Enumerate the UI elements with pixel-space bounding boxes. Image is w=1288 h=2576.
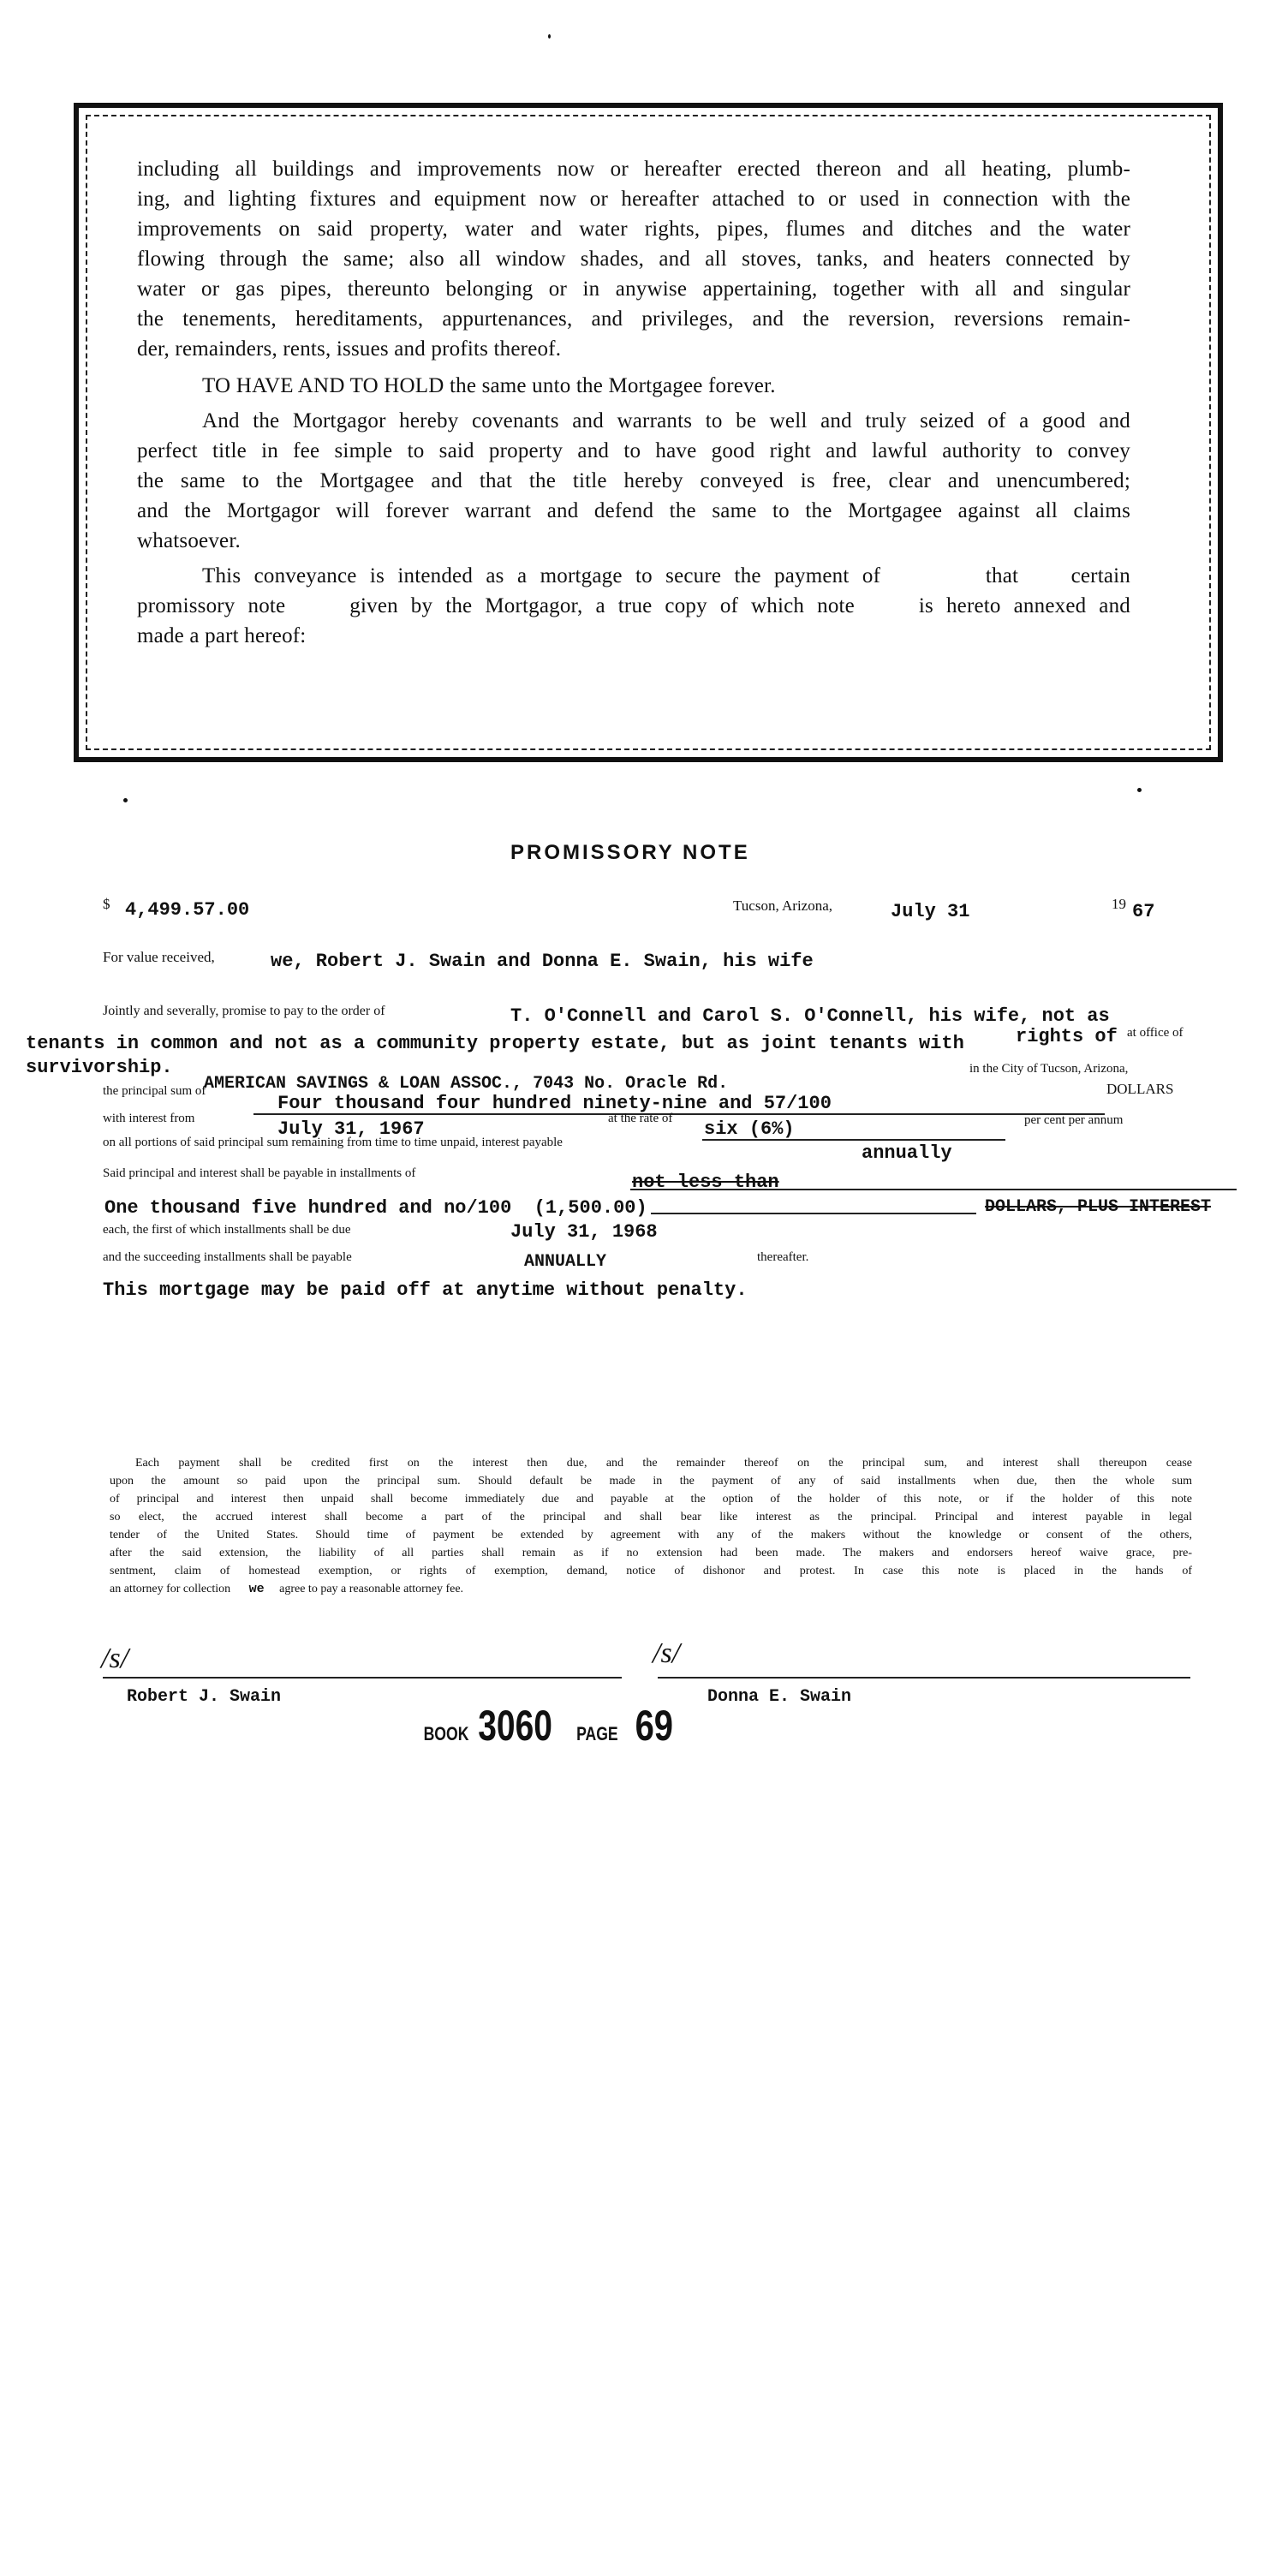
thereafter-label: thereafter.	[757, 1250, 809, 1264]
covenant-line: perfect title in fee simple to said property and to have good right and lawful authority to convey	[137, 439, 1130, 462]
scan-speck	[123, 798, 128, 802]
mortgage-line: ing, and lighting fixtures and equipment now or hereafter attached to or used in connection with the	[137, 188, 1130, 211]
note-place: Tucson, Arizona,	[733, 897, 833, 914]
per-annum-label: per cent per annum	[1024, 1113, 1124, 1127]
portions-label: on all portions of said principal sum remaining from time to time unpaid, interest payable	[103, 1136, 563, 1149]
installment-dollars: DOLLARS, PLUS INTEREST	[985, 1197, 1212, 1217]
signature-mark-2: /s/	[653, 1637, 681, 1669]
terms-line: so elect, the accrued interest shall become a part of the principal and shall bear like interest as the principal. Principal and interest payable in legal	[110, 1511, 1192, 1524]
dollar-sign: $	[103, 896, 110, 912]
installments-line	[630, 1189, 1237, 1190]
interest-payable-frequency: annually	[862, 1142, 952, 1164]
covenant-line: the same to the Mortgagee and that the title hereby conveyed is free, clear and unencumbered;	[137, 469, 1130, 492]
installments-struck-text: not less than	[632, 1172, 779, 1193]
dollars-label: DOLLARS	[1106, 1081, 1174, 1097]
covenant-line: whatsoever.	[137, 529, 241, 552]
succeeding-label: and the succeeding installments shall be payable	[103, 1250, 352, 1264]
first-due-label: each, the first of which installments shall be due	[103, 1223, 351, 1237]
city-label: in the City of Tucson, Arizona,	[969, 1062, 1129, 1076]
conveyance-line: promissory note given by the Mortgagor, a true copy of which note is hereto annexed and	[137, 594, 1130, 617]
jointly-label: Jointly and severally, promise to pay to the order of	[103, 1004, 385, 1018]
page-number: 69	[635, 1702, 674, 1750]
installment-amount-line	[651, 1213, 976, 1214]
interest-from-label: with interest from	[103, 1112, 195, 1125]
note-title: PROMISSORY NOTE	[510, 841, 750, 864]
covenant-line: And the Mortgagor hereby covenants and warrants to be well and truly seized of a good and	[202, 409, 1130, 432]
note-year: 67	[1132, 901, 1155, 922]
makers-names: we, Robert J. Swain and Donna E. Swain, his wife	[271, 951, 814, 972]
mortgage-line: the tenements, hereditaments, appurtenances, and privileges, and the reversion, reversions remain-	[137, 307, 1130, 331]
survivorship-text: survivorship.	[26, 1057, 173, 1078]
terms-line: tender of the United States. Should time of payment be extended by agreement with any of the makers without the knowledge or consent of the others,	[110, 1529, 1192, 1541]
mortgage-line: flowing through the same; also all window shades, and all stoves, tanks, and heaters connected by	[137, 247, 1130, 271]
terms-line: after the said extension, the liability of all parties shall remain as if no extension had been made. The makers and endorsers hereof waive grace, pre-	[110, 1547, 1192, 1559]
rate-line	[702, 1139, 1005, 1141]
signer-name-2: Donna E. Swain	[707, 1687, 852, 1707]
mortgage-line: der, remainders, rents, issues and profits thereof.	[137, 337, 562, 361]
habendum-clause: TO HAVE AND TO HOLD the same unto the Mortgagee forever.	[202, 374, 776, 397]
value-received-label: For value received,	[103, 949, 215, 965]
note-terms	[110, 1454, 1192, 1598]
mortgage-line: including all buildings and improvements now or hereafter erected thereon and all heating, plumb-	[137, 158, 1130, 181]
terms-line: upon the amount so paid upon the principal sum. Should default be made in the payment of any of said installments when due, then the whole sum	[110, 1475, 1192, 1488]
year-prefix: 19	[1112, 896, 1126, 912]
note-amount: 4,499.57.00	[125, 899, 250, 921]
record-stamp	[418, 1701, 678, 1750]
book-number: 3060	[478, 1702, 552, 1750]
payee-line-2: tenants in common and not as a community property estate, but as joint tenants with	[26, 1033, 964, 1054]
terms-line: of principal and interest then unpaid shall become immediately due and payable at the option of the holder of this note, or if the holder of this note	[110, 1493, 1192, 1506]
mortgage-clause-text	[137, 154, 1130, 651]
rate-label: at the rate of	[608, 1112, 673, 1125]
covenant-line: and the Mortgagor will forever warrant and defend the same to the Mortgagee against all claims	[137, 499, 1130, 522]
scan-speck	[1137, 788, 1142, 792]
signature-line-2	[658, 1677, 1190, 1679]
principal-line	[253, 1113, 1105, 1115]
interest-from-date: July 31, 1967	[277, 1118, 425, 1140]
conveyance-line: made a part hereof:	[137, 624, 307, 647]
office-address: AMERICAN SAVINGS & LOAN ASSOC., 7043 No. Oracle Rd.	[204, 1074, 729, 1094]
signature-line-1	[103, 1677, 622, 1679]
at-office-label: at office of	[1127, 1026, 1184, 1040]
book-label: BOOK	[423, 1723, 469, 1744]
terms-line-final	[110, 1580, 1192, 1598]
terms-we: we	[248, 1582, 265, 1596]
terms-line: an attorney for collection	[110, 1583, 231, 1595]
prepayment-clause: This mortgage may be paid off at anytime without penalty.	[103, 1279, 748, 1301]
principal-words: Four thousand four hundred ninety-nine and 57/100	[277, 1093, 832, 1114]
succeeding-frequency: ANNUALLY	[524, 1252, 607, 1272]
signature-mark-1: /s/	[101, 1643, 129, 1674]
survivorship-rights: rights of	[1016, 1026, 1118, 1047]
first-due-date: July 31, 1968	[510, 1221, 658, 1243]
mortgage-line: improvements on said property, water and water rights, pipes, flumes and ditches and the water	[137, 218, 1130, 241]
conveyance-line: This conveyance is intended as a mortgage to secure the payment of that certain	[202, 564, 1130, 587]
scan-speck	[548, 34, 551, 39]
installment-amount: One thousand five hundred and no/100 (1,500.00)	[104, 1197, 647, 1219]
interest-rate: six (6%)	[704, 1118, 795, 1140]
installments-label: Said principal and interest shall be payable in installments of	[103, 1166, 416, 1180]
note-date: July 31	[891, 901, 970, 922]
mortgage-line: water or gas pipes, thereunto belonging or in anywise appertaining, together with all and singular	[137, 277, 1130, 301]
payee-line-1: T. O'Connell and Carol S. O'Connell, his wife, not as	[510, 1005, 1110, 1027]
signer-name-1: Robert J. Swain	[127, 1687, 282, 1707]
principal-label: the principal sum of	[103, 1084, 206, 1098]
terms-tail: agree to pay a reasonable attorney fee.	[279, 1583, 464, 1595]
terms-line: sentment, claim of homestead exemption, or rights of exemption, demand, notice of dishonor and protest. In case this note is placed in the hands of	[110, 1565, 1192, 1577]
page-label: PAGE	[576, 1723, 618, 1744]
terms-line: Each payment shall be credited first on the interest then due, and the remainder thereof on the principal sum, and interest shall thereupon cease	[135, 1457, 1192, 1470]
